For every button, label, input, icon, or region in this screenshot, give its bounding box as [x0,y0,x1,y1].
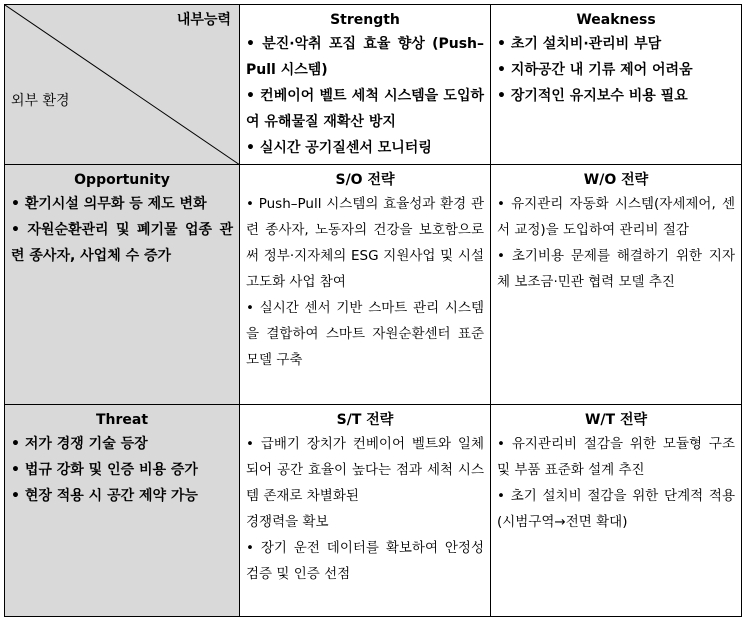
so-strategy-cell [240,165,491,405]
threat-list [5,431,239,509]
strength-cell [240,4,491,165]
list-item: • 초기 설치비·관리비 부담 [497,36,662,52]
list-item: • 저가 경쟁 기술 등장 [11,436,148,452]
threat-title: Threat [95,412,149,428]
list-item: • 유지관리 자동화 시스템(자세제어, 센서 교정)을 도입하여 관리비 절감 [497,196,735,238]
strength-list [240,31,490,161]
list-item: • 유지관리비 절감을 위한 모듈형 구조 및 부품 표준화 설계 추진 [497,436,735,478]
threat-cell [4,405,240,617]
corner-header-cell [4,4,240,165]
list-item: • 법규 강화 및 인증 비용 증가 [11,462,198,478]
list-item: • 초기 설치비 절감을 위한 단계적 적용(시범구역→전면 확대) [497,488,735,530]
wt-strategy-title: W/T 전략 [584,412,648,428]
list-item: • 현장 적용 시 공간 제약 가능 [11,488,198,504]
opportunity-list [5,191,239,269]
strength-title: Strength [330,12,400,28]
list-item: • 장기적인 유지보수 비용 필요 [497,88,688,104]
list-item: • 장기 운전 데이터를 확보하여 안정성 검증 및 인증 선점 [246,540,484,582]
list-item: • 실시간 공기질센서 모니터링 [246,140,432,156]
st-strategy-list [240,431,490,587]
wo-strategy-list [491,191,741,295]
wt-strategy-cell [491,405,742,617]
internal-capability-label: 내부능력 [176,12,231,28]
list-item: • 실시간 센서 기반 스마트 관리 시스템을 결합하여 스마트 자원순환센터 표준 모델 구축 [246,300,484,368]
list-item: • 컨베이어 벨트 세척 시스템을 도입하여 유해물질 재확산 방지 [246,88,484,130]
st-strategy-cell [240,405,491,617]
list-item: • 초기비용 문제를 해결하기 위한 지자체 보조금·민관 협력 모델 추진 [497,248,735,290]
diagonal-line [5,5,240,165]
list-item: • 지하공간 내 기류 제어 어려움 [497,62,693,78]
wt-strategy-list [491,431,741,535]
weakness-title: Weakness [576,12,656,28]
so-strategy-list [240,191,490,373]
external-environment-label: 외부 환경 [11,93,70,109]
list-item: • 자원순환관리 및 폐기물 업종 관련 종사자, 사업체 수 증가 [11,222,233,264]
weakness-list [491,31,741,109]
wo-strategy-cell [491,165,742,405]
list-item: • 급배기 장치가 컨베이어 벨트와 일체되어 공간 효율이 높다는 점과 세척 시스템 존재로 차별화된 [246,436,484,504]
opportunity-title: Opportunity [74,172,170,188]
list-item: • 분진·악취 포집 효율 향상 (Push–Pull 시스템) [246,36,484,78]
weakness-cell [491,4,742,165]
wo-strategy-title: W/O 전략 [583,172,649,188]
so-strategy-title: S/O 전략 [335,172,395,188]
opportunity-cell [4,165,240,405]
list-item: • Push–Pull 시스템의 효율성과 환경 관련 종사자, 노동자의 건강을 보호함으로써 정부·지자체의 ESG 지원사업 및 시설고도화 사업 참여 [246,196,484,290]
list-item: • 환기시설 의무화 등 제도 변화 [11,196,207,212]
list-item: 경쟁력을 확보 [246,514,329,530]
st-strategy-title: S/T 전략 [336,412,394,428]
swot-table [4,4,742,617]
